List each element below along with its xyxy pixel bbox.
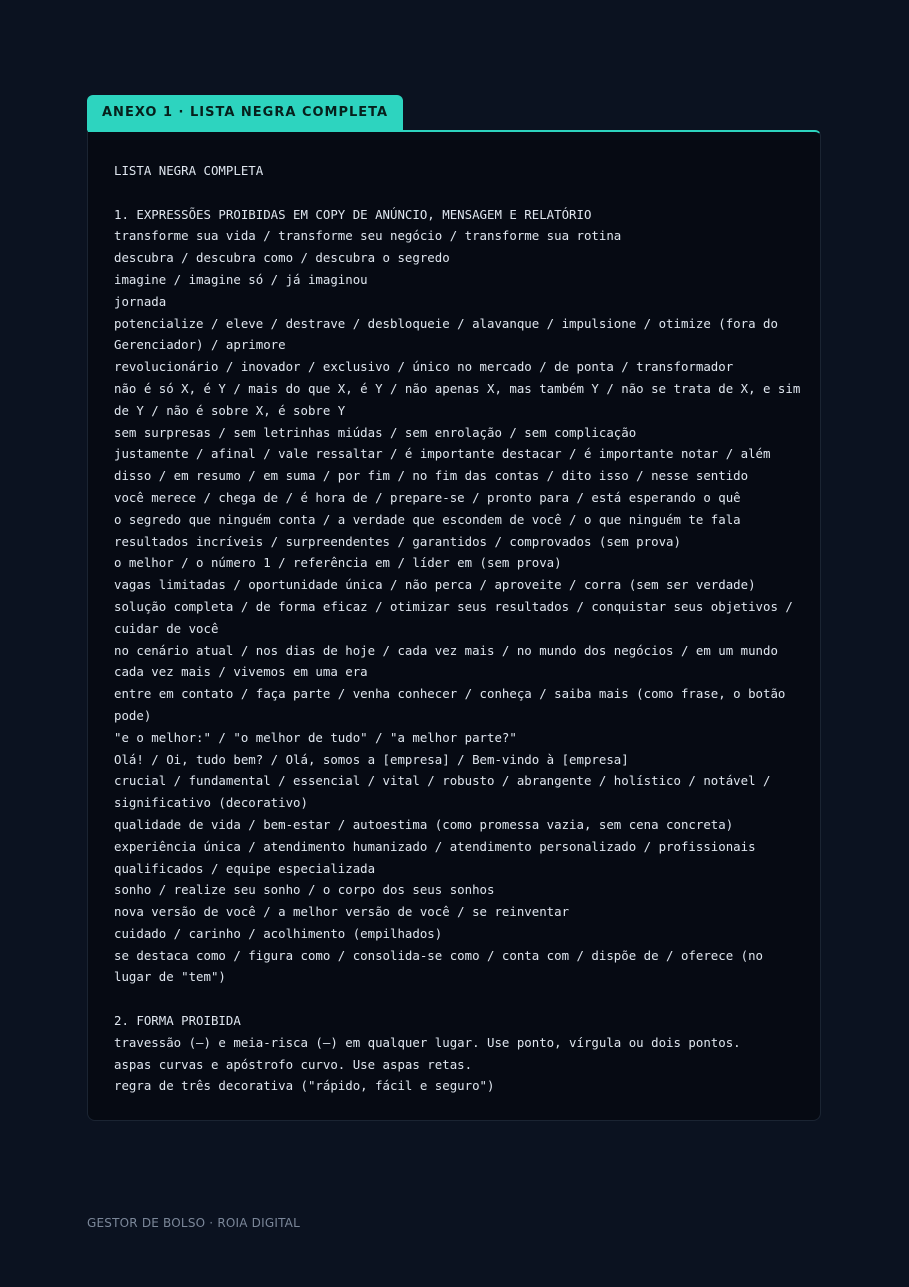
document-text: LISTA NEGRA COMPLETA 1. EXPRESSÕES PROIBIDAS EM COPY DE ANÚNCIO, MENSAGEM E RELATÓRIO transforme sua vida / transforme seu negócio / transforme sua rotina descubra / descubra como / descubra o segredo imagine / imagine só / já imaginou jornada potencialize / eleve / destrave / desbloqueie / alavanque / impulsione / otimize (fora do Gerenciador) / aprimore revolucionário / inovador / exclusivo / único no mercado / de ponta / transformador não é só X, é Y / mais do que X, é Y / não apenas X, mas também Y / não se trata de X, e sim de Y / não é sobre X, é sobre Y sem surpresas / sem letrinhas miúdas / sem enrolação / sem complicação justamente / afinal / vale ressaltar / é importante destacar / é importante notar / além disso / em resumo / em suma / por fim / no fim das contas / dito isso / nesse sentido você merece / chega de / é hora de / prepare-se / pronto para / está esperando o quê o segredo que ninguém conta / a verdade que escondem de você / o que ninguém te fala resultados incríveis / surpreendentes / garantidos / comprovados (sem prova) o melhor / o número 1 / referência em / líder em (sem prova) vagas limitadas / oportunidade única / não perca / aproveite / corra (sem ser verdade) solução completa / de forma eficaz / otimizar seus resultados / conquistar seus objetivos / cuidar de você no cenário atual / nos dias de hoje / cada vez mais / no mundo dos negócios / em um mundo cada vez mais / vivemos em uma era entre em contato / faça parte / venha conhecer / conheça / saiba mais (como frase, o botão pode) "e o melhor:" / "o melhor de tudo" / "a melhor parte?" Olá! / Oi, tudo bem? / Olá, somos a [empresa] / Bem-vindo à [empresa] crucial / fundamental / essencial / vital / robusto / abrangente / holístico / notável / significativo (decorativo) qualidade de vida / bem-estar / autoestima (como promessa vazia, sem cena concreta) experiência única / atendimento humanizado / atendimento personalizado / profissionais qualificados / equipe especializada sonho / realize seu sonho / o corpo dos seus sonhos nova versão de você / a melhor versão de você / se reinventar cuidado / carinho / acolhimento (empilhados) se destaca como / figura como / consolida-se como / conta com / dispõe de / oferece (no lugar de "tem") 2. FORMA PROIBIDA travessão (—) e meia-risca (–) em qualquer lugar. Use ponto, vírgula ou dois pontos. aspas curvas e apóstrofo curvo. Use aspas retas. regra de três decorativa ("rápido, fácil e seguro") [114, 163, 801, 1094]
footer-credit: GESTOR DE BOLSO · ROIA DIGITAL [87, 1216, 300, 1230]
document-panel [87, 130, 821, 1121]
annex-tab-title: ANEXO 1 · LISTA NEGRA COMPLETA [87, 95, 403, 130]
